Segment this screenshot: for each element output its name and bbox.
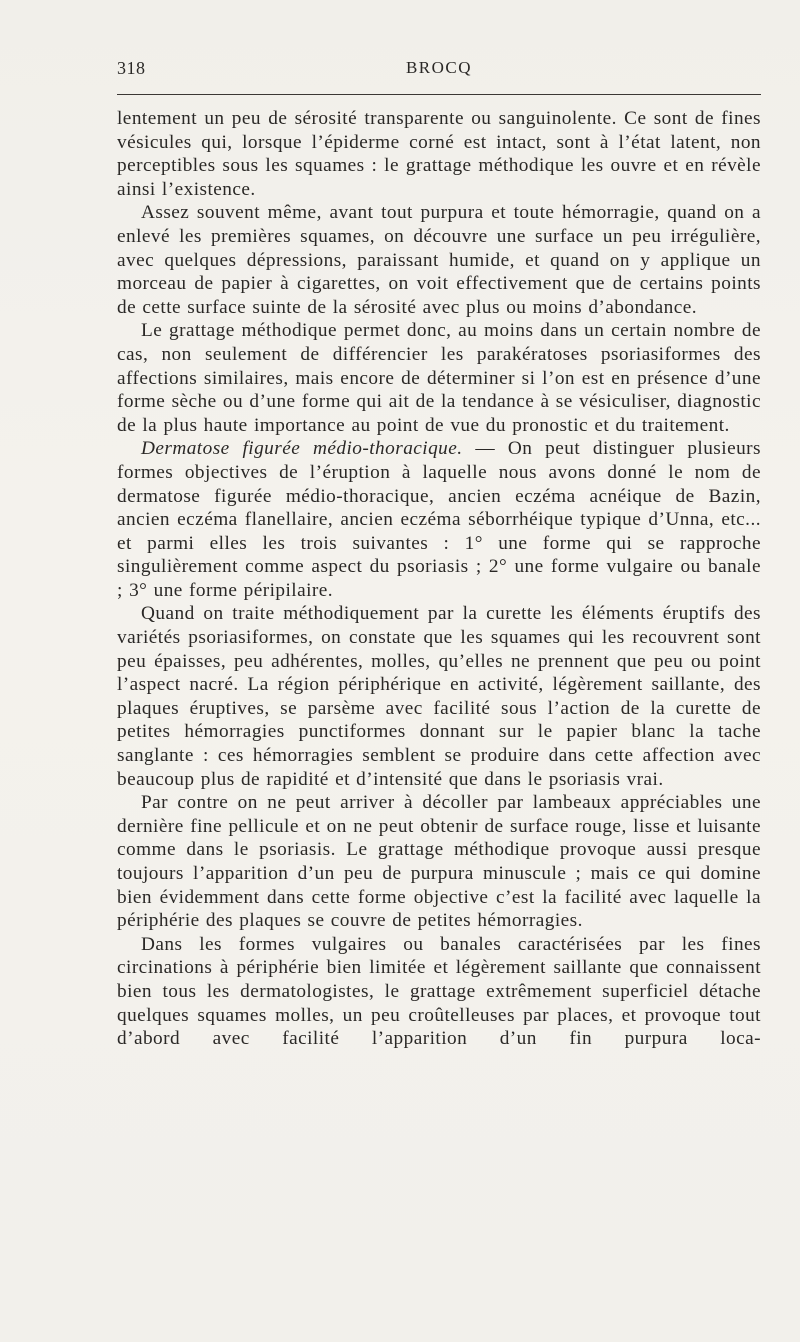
paragraph-2: Assez souvent même, avant tout purpura et toute hémorragie, quand on a enlevé les premières squames, on découvre une surface un peu irrégulière, avec quelques dépressions, paraissant humide, et quand on y applique un morceau de papier à cigarettes, on voit effectivement que de certains points de cette surface suinte de la sérosité avec plus ou moins d’abondance.: [117, 202, 761, 318]
paragraph-7: Dans les formes vulgaires ou banales caractérisées par les fines circinations à périphérie bien limitée et légèrement saillante que connaissent bien tous les dermatologistes, le grattage extrêmement superficiel détache quelques squames molles, un peu croûtelleuses par places, et provoque tout d’abord avec facilité l’apparition d’un fin purpura loca-: [117, 933, 761, 1050]
paragraph-5: Quand on traite méthodiquement par la curette les éléments éruptifs des variétés psoriasiformes, on constate que les squames qui les recouvrent sont peu épaisses, peu adhérentes, molles, qu’elles ne prennent que peu ou point l’aspect nacré. La région périphérique en activité, légèrement saillante, des plaques éruptives, se parsème avec facilité sous l’action de la curette de petites hémorragies punctiformes donnant sur le papier blanc la tache sanglante : ces hémorragies semblent se produire dans cette affection avec beaucoup plus de rapidité et d’intensité que dans le psoriasis vrai.: [117, 603, 761, 790]
running-head: BROCQ: [405, 58, 473, 77]
paragraph-4-text: — On peut distinguer plusieurs formes objectives de l’éruption à laquelle nous avons donné le nom de dermatose figurée médio-thoracique, ancien eczéma acnéique de Bazin, ancien eczéma flanellaire, ancien eczéma séborrhéique typique d’Unna, etc... et parmi elles les trois suivantes : 1° une forme qui se rapproche singulièrement comme aspect du psoriasis ; 2° une forme vulgaire ou banale ; 3° une forme péripilaire.: [117, 438, 761, 601]
paragraph-1: lentement un peu de sérosité transparente ou sanguinolente. Ce sont de fines vésicules qui, lorsque l’épiderme corné est intact, sont à l’état latent, non perceptibles sous les squames : le grattage méthodique les ouvre et en révèle ainsi l’existence.: [117, 108, 761, 200]
body-text: [117, 107, 761, 1051]
section-heading: Dermatose figurée médio-thoracique.: [141, 438, 463, 460]
header-rule: [117, 94, 761, 95]
paragraph-4: [117, 437, 761, 602]
paragraph-3: Le grattage méthodique permet donc, au moins dans un certain nombre de cas, non seulement de différencier les parakératoses psoriasiformes des affections similaires, mais encore de déterminer si l’on est en présence d’une forme sèche ou d’une forme qui ait de la tendance à se vésiculiser, diagnostic de la plus haute importance au point de vue du pronostic et du traitement.: [117, 320, 761, 436]
page-header: [117, 58, 761, 82]
page-number: 318: [117, 58, 146, 78]
paragraph-6: Par contre on ne peut arriver à décoller par lambeaux appréciables une dernière fine pellicule et on ne peut obtenir de surface rouge, lisse et luisante comme dans le psoriasis. Le grattage méthodique provoque aussi presque toujours l’apparition d’un peu de purpura minuscule ; mais ce qui domine bien évidemment dans cette forme objective c’est la facilité avec laquelle la périphérie des plaques se couvre de petites hémorragies.: [117, 792, 761, 932]
